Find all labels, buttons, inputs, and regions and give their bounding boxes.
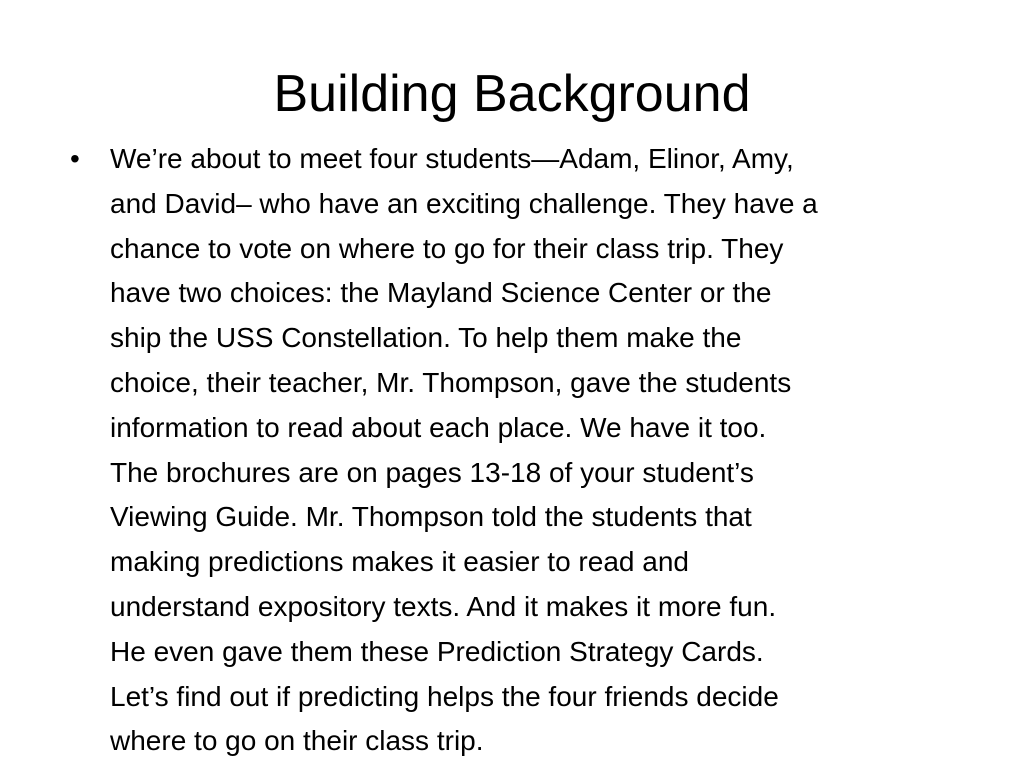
bullet-text bbox=[110, 137, 818, 764]
bullet-list bbox=[70, 137, 970, 764]
bullet-text-line: and David– who have an exciting challenge. They have a bbox=[110, 187, 818, 219]
slide-title: Building Background bbox=[273, 65, 751, 123]
bullet-item bbox=[70, 137, 970, 764]
bullet-text-line: understand expository texts. And it makes it more fun. bbox=[110, 590, 777, 622]
bullet-text-line: making predictions makes it easier to read and bbox=[110, 546, 689, 578]
bullet-text-line: choice, their teacher, Mr. Thompson, gave the students bbox=[110, 366, 792, 398]
bullet-text-line: where to go on their class trip. bbox=[110, 725, 484, 757]
bullet-dot-icon: • bbox=[70, 143, 80, 174]
bullet-text-line: ship the USS Constellation. To help them make the bbox=[110, 322, 742, 354]
bullet-text-line: information to read about each place. We have it too. bbox=[110, 411, 767, 443]
bullet-text-line: He even gave them these Prediction Strategy Cards. bbox=[110, 635, 764, 667]
bullet-text-line: Viewing Guide. Mr. Thompson told the students that bbox=[110, 501, 752, 533]
bullet-text-line: chance to vote on where to go for their class trip. They bbox=[110, 232, 784, 264]
bullet-text-line: The brochures are on pages 13-18 of your student’s bbox=[110, 456, 754, 488]
bullet-text-line: Let’s find out if predicting helps the four friends decide bbox=[110, 680, 779, 712]
bullet-text-line: have two choices: the Mayland Science Center or the bbox=[110, 277, 772, 309]
bullet-text-line: We’re about to meet four students—Adam, Elinor, Amy, bbox=[110, 143, 794, 174]
